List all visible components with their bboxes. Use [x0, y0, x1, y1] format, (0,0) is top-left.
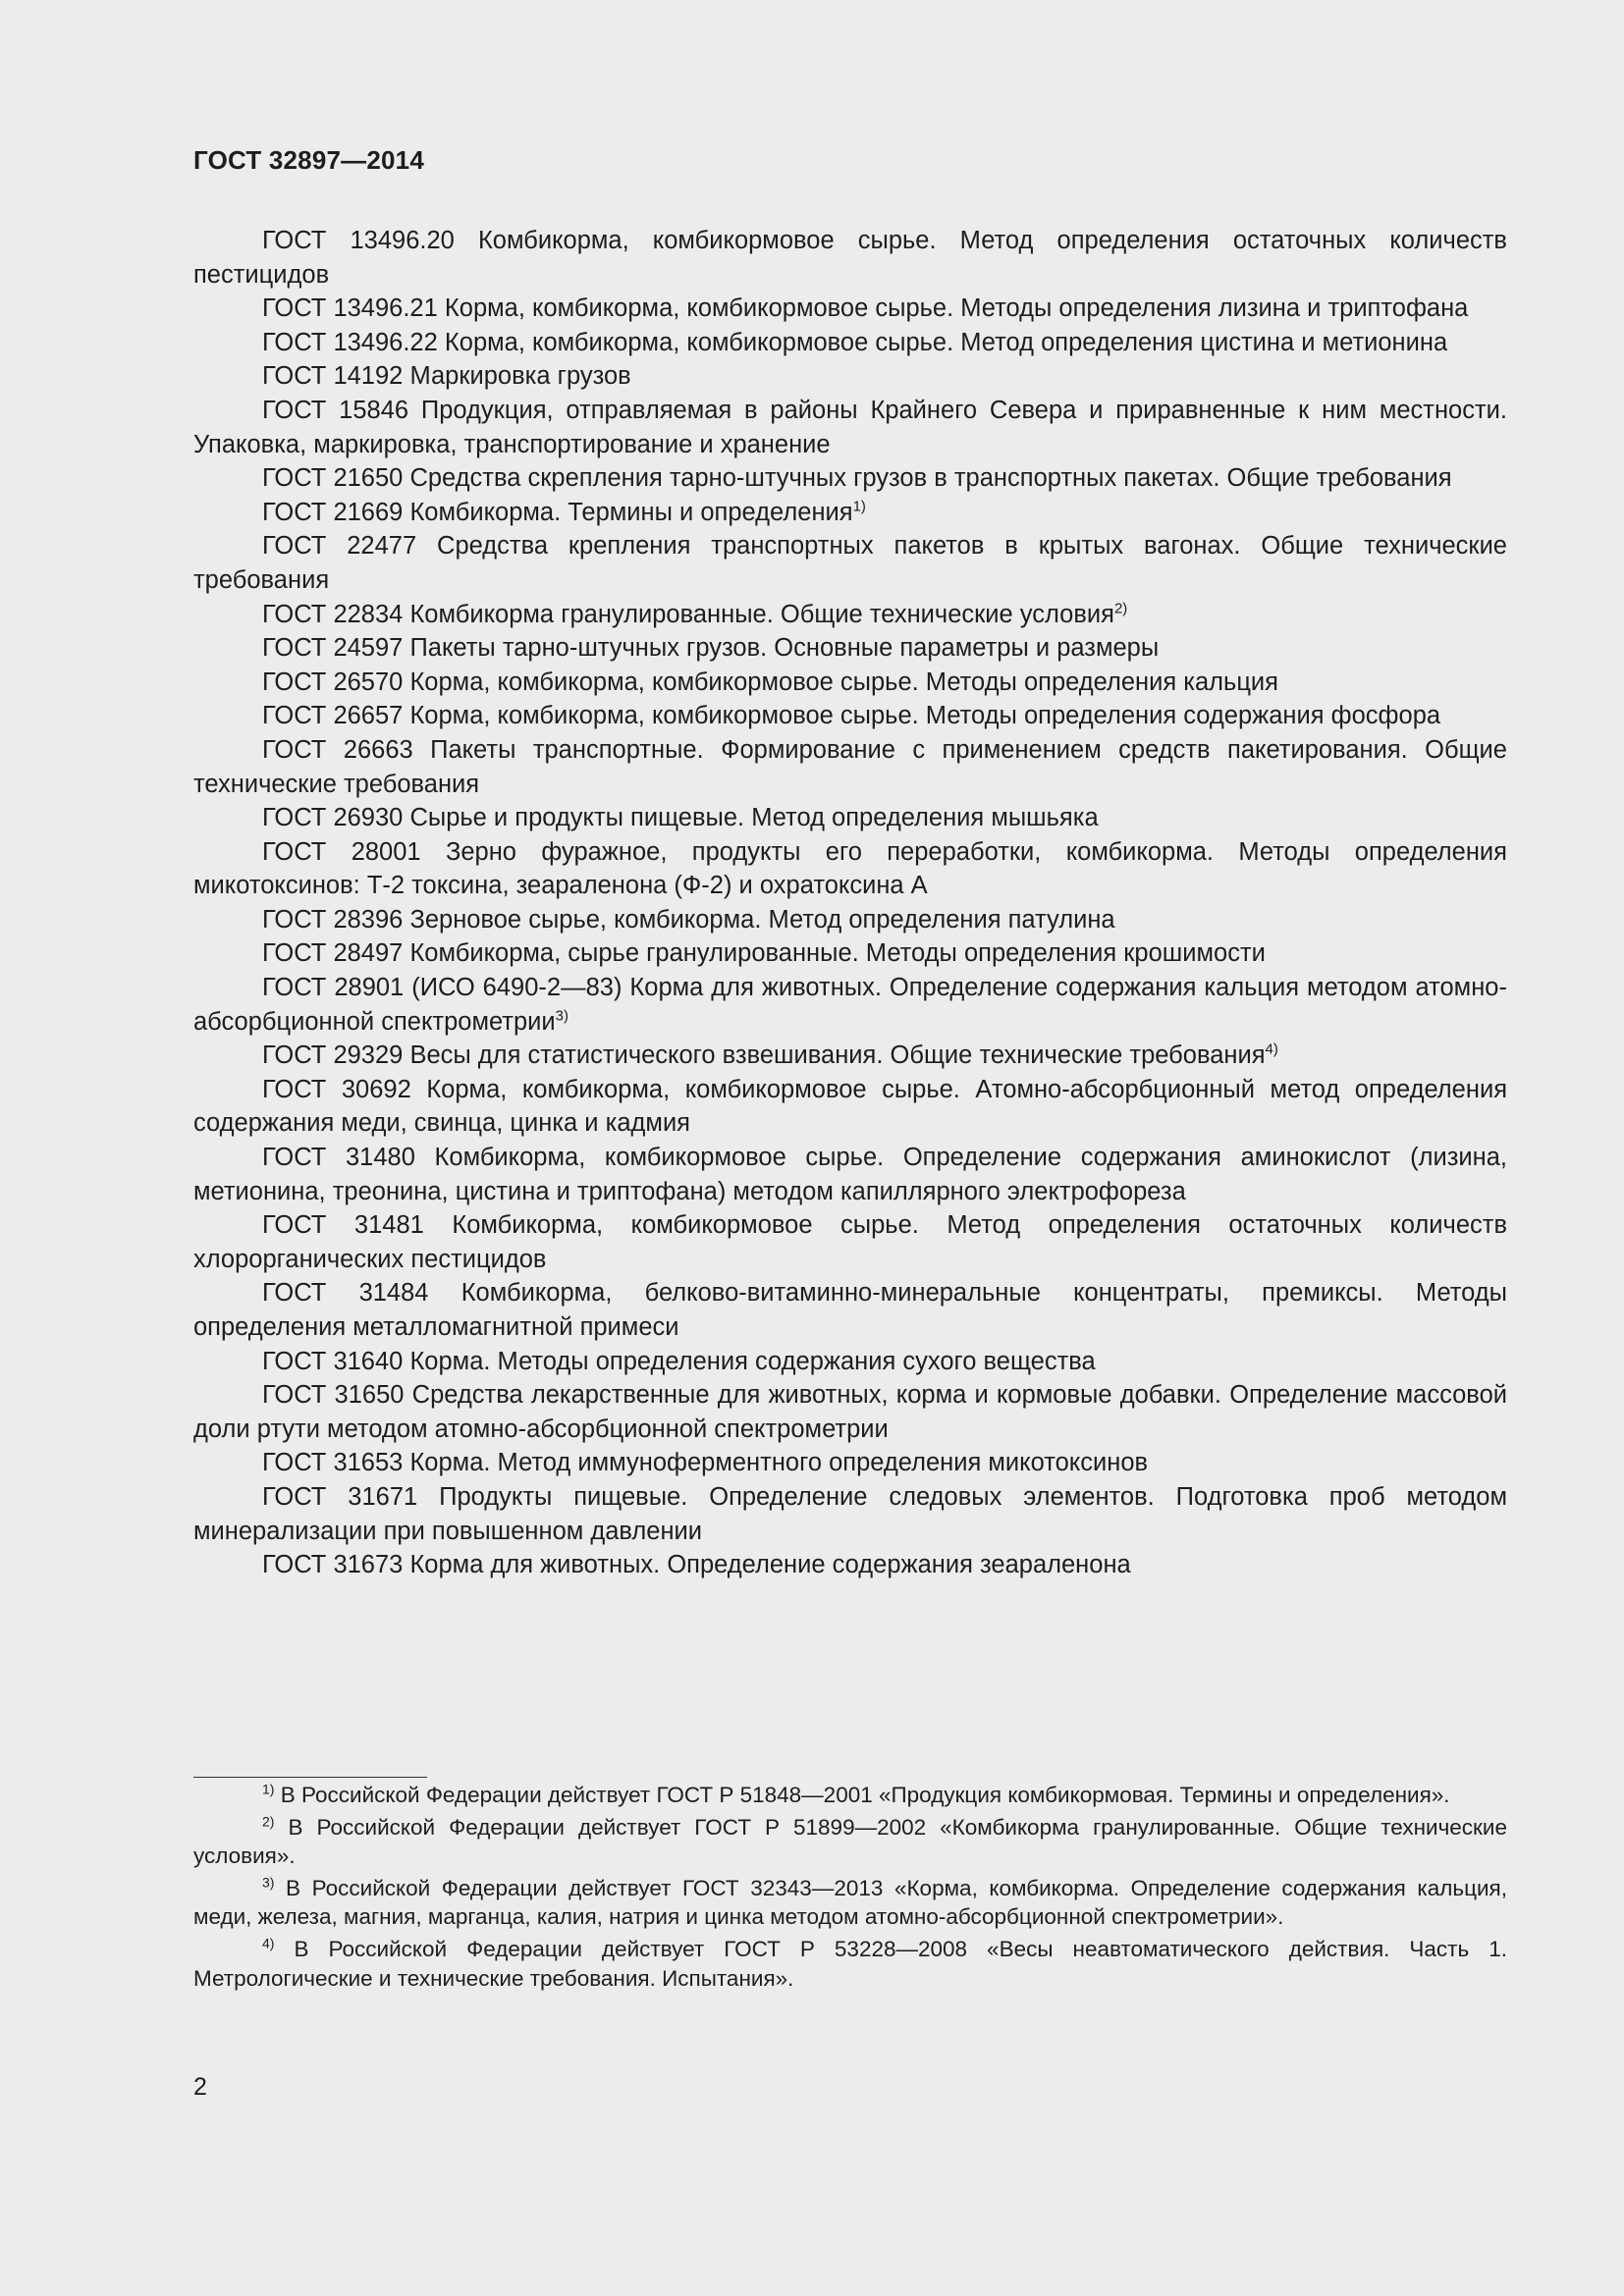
reference-text: Средства лекарственные для животных, корма и кормовые добавки. Определение массовой доли ртути методом атомно-абсорбционной спектрометрии: [193, 1381, 1507, 1443]
reference-code: ГОСТ 14192: [262, 362, 404, 391]
reference-text: Корма, комбикорма, комбикормовое сырье. Атомно-абсорбционный метод определения содержания меди, свинца, цинка и кадмия: [193, 1075, 1507, 1138]
reference-text: Корма. Метод иммуноферментного определения микотоксинов: [409, 1449, 1149, 1477]
reference-code: ГОСТ 24597: [262, 634, 404, 663]
reference-text: Пакеты тарно-штучных грузов. Основные параметры и размеры: [409, 634, 1160, 663]
reference-code: ГОСТ 31481: [262, 1211, 424, 1240]
footnote-item: [193, 1781, 1507, 1810]
reference-item: [193, 1141, 1507, 1208]
reference-code: ГОСТ 31480: [262, 1144, 415, 1172]
reference-item: [193, 292, 1507, 326]
reference-item: [193, 529, 1507, 597]
reference-code: ГОСТ 31673: [262, 1551, 404, 1579]
reference-item: [193, 496, 1507, 530]
page-number: 2: [193, 2073, 207, 2101]
footnote-text: В Российской Федерации действует ГОСТ Р 51848—2001 «Продукция комбикормовая. Термины и определения».: [280, 1783, 1450, 1807]
reference-text: Корма, комбикорма, комбикормовое сырье. Методы определения содержания фосфора: [409, 702, 1441, 730]
footnote-marker: 3): [555, 1007, 568, 1025]
reference-text: Продукты пищевые. Определение следовых элементов. Подготовка проб методом минерализации при повышенном давлении: [193, 1482, 1507, 1545]
reference-item: [193, 1073, 1507, 1141]
reference-text: Комбикорма, комбикормовое сырье. Метод определения остаточных количеств хлорорганических пестицидов: [193, 1211, 1507, 1273]
reference-item: [193, 1446, 1507, 1480]
references-list: [193, 224, 1507, 1582]
footnote-marker: 1): [852, 498, 866, 515]
reference-code: ГОСТ 28001: [262, 837, 421, 866]
footnotes-list: [193, 1781, 1507, 1996]
reference-item: [193, 224, 1507, 292]
footnote-item: [193, 1874, 1507, 1932]
reference-text: Комбикорма, комбикормовое сырье. Определение содержания аминокислот (лизина, метионина, треонина, цистина и триптофана) методом капиллярного электрофореза: [193, 1144, 1507, 1205]
reference-item: [193, 359, 1507, 394]
reference-text: Комбикорма, белково-витаминно-минеральные концентраты, премиксы. Методы определения металломагнитной примеси: [193, 1279, 1507, 1341]
reference-item: [193, 1480, 1507, 1548]
footnote-marker: 1): [262, 1781, 275, 1797]
reference-text: Корма, комбикорма, комбикормовое сырье. Методы определения кальция: [409, 667, 1278, 696]
footnote-marker: 2): [262, 1813, 275, 1830]
reference-text: Продукция, отправляемая в районы Крайнего Севера и приравненные к ним местности. Упаковка, маркировка, транспортирование и хранение: [193, 396, 1507, 458]
reference-text: (ИСО 6490-2—83) Корма для животных. Определение содержания кальция методом атомно-абсорбционной спектрометрии: [193, 974, 1507, 1036]
reference-code: ГОСТ 31653: [262, 1449, 404, 1477]
reference-text: Комбикорма гранулированные. Общие технические условия: [409, 600, 1114, 628]
reference-code: ГОСТ 26930: [262, 804, 404, 832]
reference-text: Зерновое сырье, комбикорма. Метод определения патулина: [409, 905, 1115, 934]
reference-text: Комбикорма, сырье гранулированные. Методы определения крошимости: [409, 939, 1266, 968]
reference-item: [193, 326, 1507, 360]
reference-code: ГОСТ 22477: [262, 532, 417, 561]
reference-code: ГОСТ 13496.22: [262, 328, 438, 356]
reference-code: ГОСТ 31650: [262, 1381, 405, 1410]
reference-item: [193, 801, 1507, 835]
footnote-marker: 3): [262, 1874, 275, 1891]
reference-item: [193, 461, 1507, 496]
footnote-item: [193, 1935, 1507, 1993]
reference-text: Корма, комбикорма, комбикормовое сырье. Методы определения лизина и триптофана: [444, 294, 1469, 323]
reference-item: [193, 936, 1507, 971]
footnote-item: [193, 1813, 1507, 1871]
reference-item: [193, 1039, 1507, 1073]
reference-code: ГОСТ 28901: [262, 974, 405, 1002]
reference-code: ГОСТ 26657: [262, 702, 404, 730]
reference-item: [193, 971, 1507, 1039]
footnote-marker: 4): [262, 1935, 275, 1951]
reference-code: ГОСТ 26570: [262, 667, 404, 696]
reference-item: [193, 903, 1507, 937]
reference-code: ГОСТ 31671: [262, 1482, 418, 1511]
reference-item: [193, 1208, 1507, 1276]
reference-text: Средства крепления транспортных пакетов в крытых вагонах. Общие технические требования: [193, 532, 1507, 594]
reference-code: ГОСТ 13496.21: [262, 294, 438, 323]
reference-text: Корма. Методы определения содержания сухого вещества: [409, 1347, 1096, 1375]
reference-code: ГОСТ 13496.20: [262, 227, 455, 254]
reference-item: [193, 733, 1507, 801]
reference-code: ГОСТ 26663: [262, 735, 413, 764]
document-header: ГОСТ 32897—2014: [193, 145, 424, 175]
reference-code: ГОСТ 21650: [262, 464, 404, 493]
footnote-marker: 2): [1113, 600, 1128, 617]
reference-text: Пакеты транспортные. Формирование с применением средств пакетирования. Общие технические требования: [193, 735, 1507, 798]
reference-code: ГОСТ 30692: [262, 1075, 411, 1103]
reference-text: Сырье и продукты пищевые. Метод определения мышьяка: [409, 804, 1099, 832]
reference-text: Комбикорма, комбикормовое сырье. Метод определения остаточных количеств пестицидов: [193, 227, 1507, 289]
footnote-marker: 4): [1265, 1041, 1278, 1058]
reference-text: Комбикорма. Термины и определения: [409, 498, 853, 526]
reference-text: Весы для статистического взвешивания. Общие технические требования: [409, 1041, 1266, 1070]
reference-code: ГОСТ 22834: [262, 600, 404, 628]
reference-text: Корма, комбикорма, комбикормовое сырье. Метод определения цистина и метионина: [444, 328, 1448, 356]
footnote-text: В Российской Федерации действует ГОСТ Р 53228—2008 «Весы неавтоматического действия. Часть 1. Метрологические и технические требования. Испытания».: [193, 1936, 1507, 1991]
reference-text: Маркировка грузов: [409, 362, 631, 391]
reference-item: [193, 598, 1507, 632]
reference-code: ГОСТ 15846: [262, 396, 409, 424]
reference-code: ГОСТ 29329: [262, 1041, 404, 1070]
footnote-text: В Российской Федерации действует ГОСТ Р 51899—2002 «Комбикорма гранулированные. Общие технические условия».: [193, 1814, 1507, 1869]
reference-item: [193, 699, 1507, 733]
reference-code: ГОСТ 28396: [262, 905, 404, 934]
reference-item: [193, 394, 1507, 461]
reference-text: Зерно фуражное, продукты его переработки, комбикорма. Методы определения микотоксинов: Т-2 токсина, зеараленона (Ф-2) и охратоксина А: [193, 837, 1507, 900]
reference-item: [193, 1276, 1507, 1344]
reference-item: [193, 631, 1507, 666]
reference-text: Средства скрепления тарно-штучных грузов в транспортных пакетах. Общие требования: [409, 464, 1452, 493]
footnote-text: В Российской Федерации действует ГОСТ 32343—2013 «Корма, комбикорма. Определение содержания кальция, меди, железа, магния, марганца, калия, натрия и цинка методом атомно-абсорбционной спектрометрии».: [193, 1875, 1507, 1930]
reference-item: [193, 666, 1507, 700]
footnote-separator: [193, 1777, 427, 1778]
reference-item: [193, 1378, 1507, 1446]
reference-item: [193, 1345, 1507, 1379]
reference-item: [193, 1548, 1507, 1582]
reference-text: Корма для животных. Определение содержания зеараленона: [409, 1551, 1131, 1579]
reference-code: ГОСТ 21669: [262, 498, 404, 526]
reference-item: [193, 835, 1507, 903]
reference-code: ГОСТ 31484: [262, 1279, 429, 1308]
reference-code: ГОСТ 28497: [262, 939, 404, 968]
reference-code: ГОСТ 31640: [262, 1347, 404, 1375]
